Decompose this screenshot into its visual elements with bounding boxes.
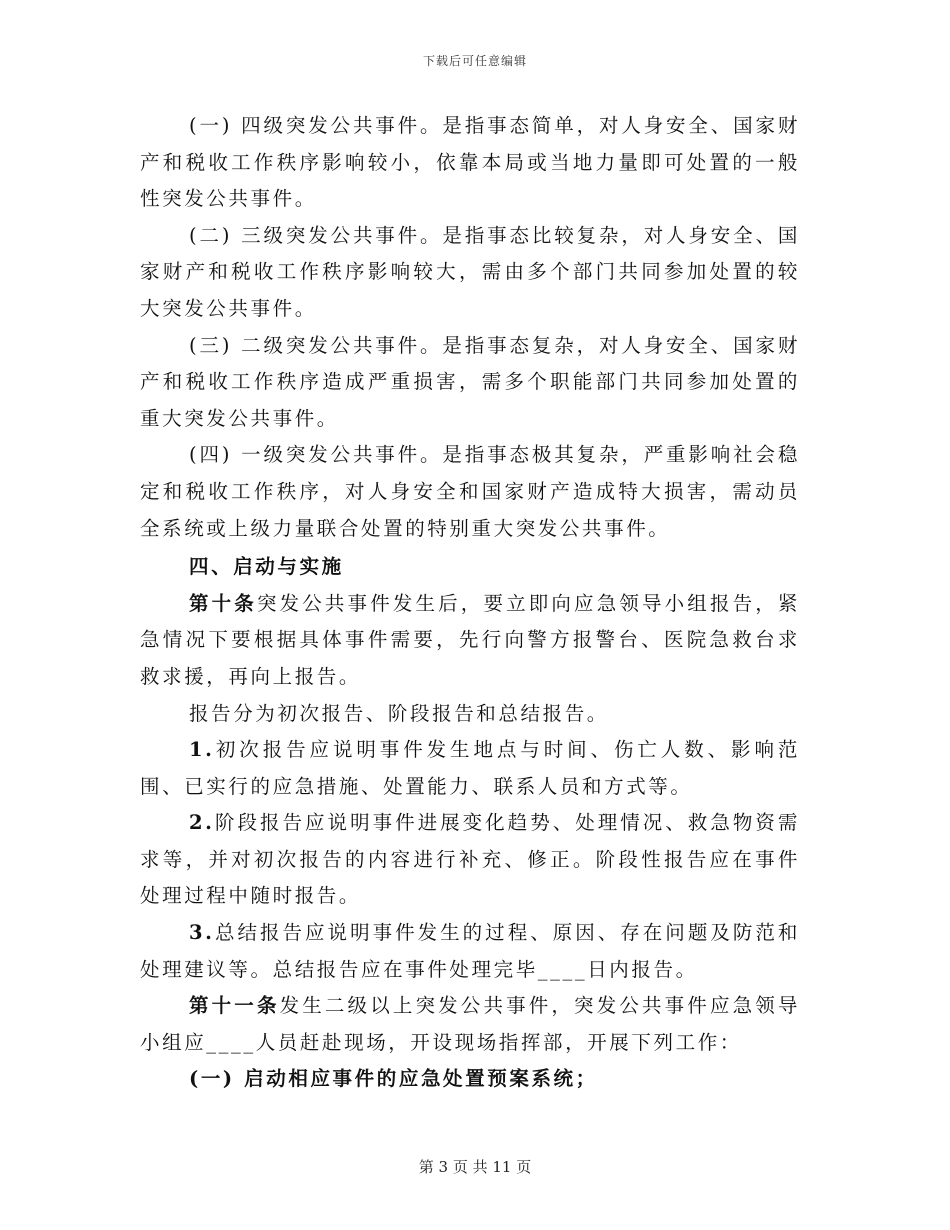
report-item-3-text: 总结报告应说明事件发生的过程、原因、存在问题及防范和处理建议等。总结报告应在事件处理完毕____日内报告。 [140,921,800,981]
measure-1: (一) 启动相应事件的应急处置预案系统； [189,1067,598,1091]
header-note: 下载后可任意编辑 [422,54,527,68]
report-item-2 [140,805,800,915]
section-heading: 四、启动与实施 [189,555,344,579]
article-10 [140,586,800,696]
report-item-3-number: 3. [189,921,215,945]
paragraph-level-2: (三) 二级突发公共事件。是指事态复杂，对人身安全、国家财产和税收工作秩序造成严重损害，需多个职能部门共同参加处置的重大突发公共事件。 [140,333,800,430]
page-number: 第 3 页 共 11 页 [418,1158,532,1176]
report-item-3 [140,915,800,988]
report-item-1-number: 1. [189,738,215,762]
report-types: 报告分为初次报告、阶段报告和总结报告。 [189,701,609,725]
article-10-label: 第十条 [189,591,257,615]
paragraph-level-3: (二) 三级突发公共事件。是指事态比较复杂，对人身安全、国家财产和税收工作秩序影响较大，需由多个部门共同参加处置的较大突发公共事件。 [140,223,800,320]
article-10-text: 突发公共事件发生后，要立即向应急领导小组报告，紧急情况下要根据具体事件需要，先行向警方报警台、医院急救台求救求援，再向上报告。 [140,591,800,688]
report-item-2-text: 阶段报告应说明事件进展变化趋势、处理情况、救急物资需求等，并对初次报告的内容进行补充、修正。阶段性报告应在事件处理过程中随时报告。 [140,811,800,908]
article-11 [140,988,800,1061]
paragraph-level-4: (一) 四级突发公共事件。是指事态简单，对人身安全、国家财产和税收工作秩序影响较小，依靠本局或当地力量即可处置的一般性突发公共事件。 [140,114,800,211]
report-item-2-number: 2. [189,811,215,835]
article-11-text: 发生二级以上突发公共事件，突发公共事件应急领导小组应____人员赶赴现场，开设现场指挥部，开展下列工作： [140,994,800,1054]
report-item-1-text: 初次报告应说明事件发生地点与时间、伤亡人数、影响范围、已实行的应急措施、处置能力、联系人员和方式等。 [140,738,800,798]
report-item-1 [140,732,800,805]
document-body [140,108,800,1098]
paragraph-level-1: (四) 一级突发公共事件。是指事态极其复杂，严重影响社会稳定和税收工作秩序，对人身安全和国家财产造成特大损害，需动员全系统或上级力量联合处置的特别重大突发公共事件。 [140,443,800,540]
article-11-label: 第十一条 [189,994,280,1018]
